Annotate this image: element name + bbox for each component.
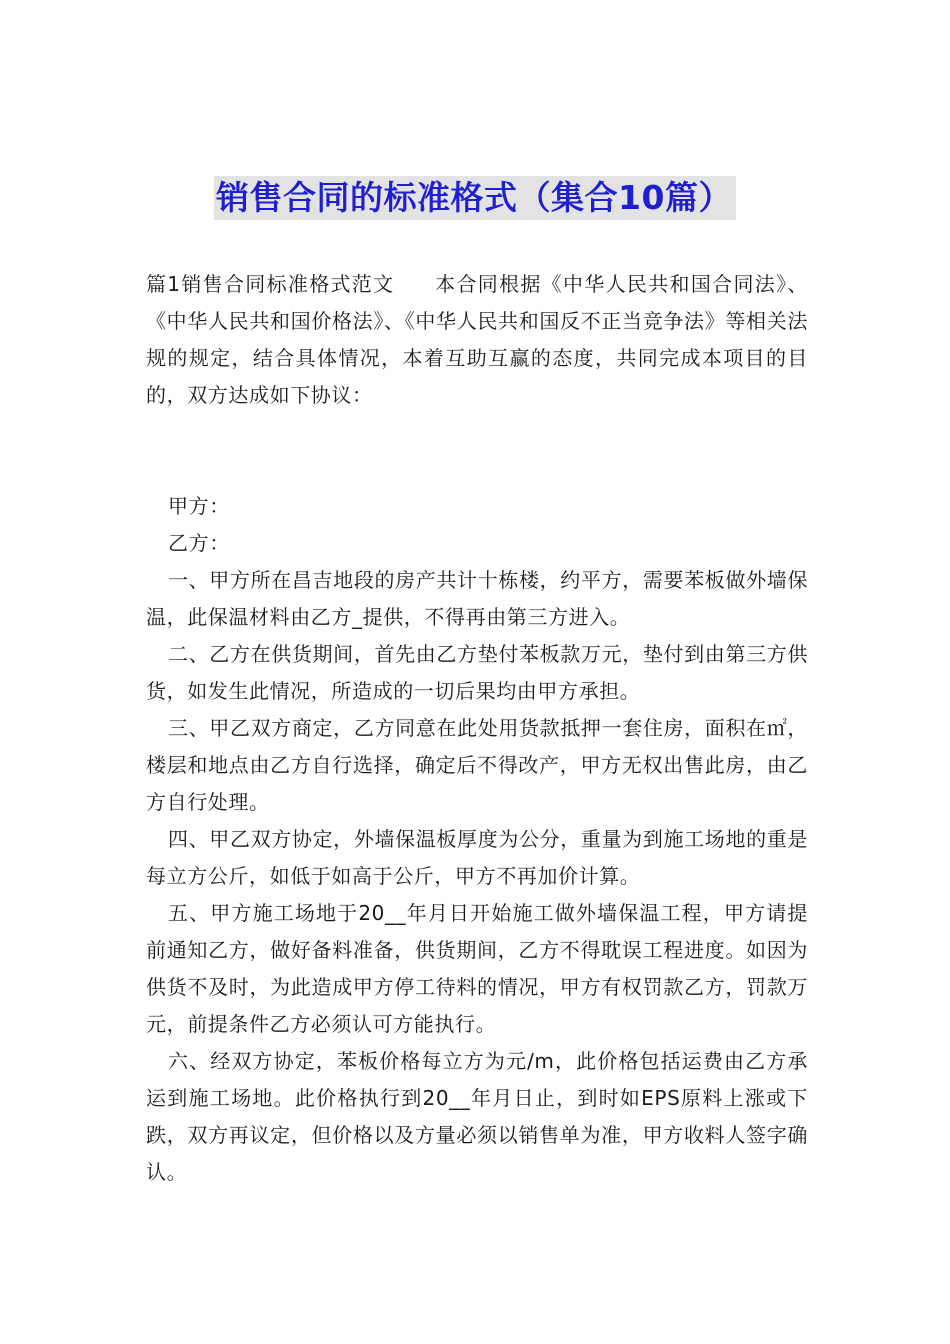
contract-body [146, 488, 808, 1191]
clause-2: 二、乙方在供货期间，首先由乙方垫付苯板款万元，垫付到由第三方供货，如发生此情况，所造成的一切后果均由甲方承担。 [146, 642, 808, 703]
intro-body: 本合同根据《中华人民共和国合同法》、《中华人民共和国价格法》、《中华人民共和国反不正当竞争法》等相关法规的规定，结合具体情况，本着互助互赢的态度，共同完成本项目的目的，双方达成如下协议： [146, 272, 808, 407]
clause-4: 四、甲乙双方协定，外墙保温板厚度为公分，重量为到施工场地的重是每立方公斤，如低于如高于公斤，甲方不再加价计算。 [146, 827, 808, 888]
party-a-label: 甲方： [168, 494, 230, 518]
clause-6: 六、经双方协定，苯板价格每立方为元/m，此价格包括运费由乙方承运到施工场地。此价格执行到20__年月日止，到时如EPS原料上涨或下跌，双方再议定，但价格以及方量必须以销售单为准，甲方收料人签字确认。 [146, 1049, 808, 1184]
party-b-label: 乙方： [168, 531, 230, 555]
clause-1: 一、甲方所在昌吉地段的房产共计十栋楼，约平方，需要苯板做外墙保温，此保温材料由乙方_提供，不得再由第三方进入。 [146, 568, 808, 629]
clause-5: 五、甲方施工场地于20__年月日开始施工做外墙保温工程，甲方请提前通知乙方，做好备料准备，供货期间，乙方不得耽误工程进度。如因为供货不及时，为此造成甲方停工待料的情况，甲方有权罚款乙方，罚款万元，前提条件乙方必须认可方能执行。 [146, 901, 808, 1036]
intro-paragraph [146, 266, 808, 414]
intro-heading: 篇1销售合同标准格式范文 [146, 272, 395, 296]
clause-3: 三、甲乙双方商定，乙方同意在此处用货款抵押一套住房，面积在㎡，楼层和地点由乙方自行选择，确定后不得改产，甲方无权出售此房，由乙方自行处理。 [146, 716, 808, 814]
document-title: 销售合同的标准格式（集合10篇） [214, 176, 736, 220]
title-container [0, 176, 950, 220]
